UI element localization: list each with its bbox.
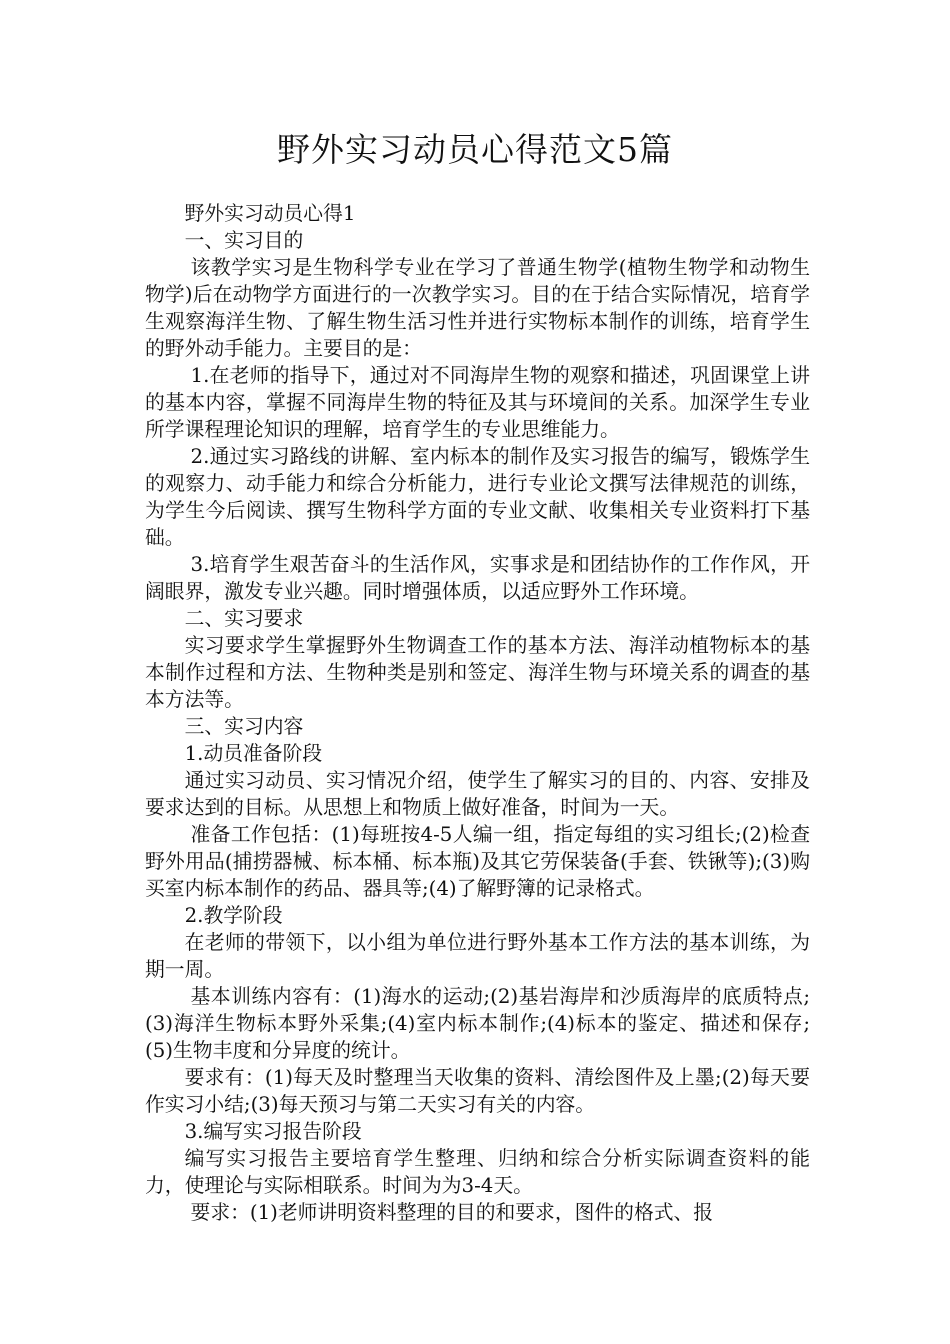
paragraph: 要求有：(1)每天及时整理当天收集的资料、清绘图件及上墨;(2)每天要作实习小结;(3)每天预习与第二天实习有关的内容。: [145, 1066, 810, 1116]
paragraph: 通过实习动员、实习情况介绍，使学生了解实习的目的、内容、安排及要求达到的目标。从思想上和物质上做好准备，时间为一天。: [145, 769, 810, 819]
paragraph: 该教学实习是生物科学专业在学习了普通生物学(植物生物学和动物生物学)后在动物学方面进行的一次教学实习。目的在于结合实际情况，培育学生观察海洋生物、了解生物生活习性并进行实物标本制作的训练，培育学生的野外动手能力。主要目的是：: [145, 256, 810, 360]
paragraph: 2.教学阶段: [184, 904, 283, 927]
paragraph: 要求：(1)老师讲明资料整理的目的和要求，图件的格式、报: [190, 1201, 714, 1224]
paragraph: 在老师的带领下，以小组为单位进行野外基本工作方法的基本训练，为期一周。: [145, 931, 810, 981]
paragraph: 实习要求学生掌握野外生物调查工作的基本方法、海洋动植物标本的基本制作过程和方法、生物种类是别和签定、海洋生物与环境关系的调查的基本方法等。: [145, 634, 810, 711]
paragraph: 基本训练内容有：(1)海水的运动;(2)基岩海岸和沙质海岸的底质特点;(3)海洋生物标本野外采集;(4)室内标本制作;(4)标本的鉴定、描述和保存;(5)生物丰度和分异度的统计。: [145, 985, 810, 1062]
document-title: 野外实习动员心得范文5篇: [277, 130, 673, 169]
paragraph: 1.在老师的指导下，通过对不同海岸生物的观察和描述，巩固课堂上讲的基本内容，掌握不同海岸生物的特征及其与环境间的关系。加深学生专业所学课程理论知识的理解，培育学生的专业思维能力。: [145, 364, 810, 441]
paragraph: 3.编写实习报告阶段: [184, 1120, 362, 1143]
paragraph: 野外实习动员心得1: [184, 202, 356, 225]
paragraph: 编写实习报告主要培育学生整理、归纳和综合分析实际调查资料的能力，使理论与实际相联系。时间为为3-4天。: [145, 1147, 810, 1197]
paragraph: 一、实习目的: [184, 229, 304, 252]
paragraph: 三、实习内容: [184, 715, 304, 738]
paragraph: 2.通过实习路线的讲解、室内标本的制作及实习报告的编写，锻炼学生的观察力、动手能力和综合分析能力，进行专业论文撰写法律规范的训练，为学生今后阅读、撰写生物科学方面的专业文献、收集相关专业资料打下基础。: [145, 445, 810, 549]
paragraph: 二、实习要求: [184, 607, 304, 630]
paragraph: 3.培育学生艰苦奋斗的生活作风，实事求是和团结协作的工作作风，开阔眼界，激发专业兴趣。同时增强体质，以适应野外工作环境。: [145, 553, 810, 603]
paragraph: 1.动员准备阶段: [184, 742, 323, 765]
paragraph: 准备工作包括：(1)每班按4-5人编一组，指定每组的实习组长;(2)检查野外用品(捕捞器械、标本桶、标本瓶)及其它劳保装备(手套、铁锹等);(3)购买室内标本制作的药品、器具等;(4)了解野簿的记录格式。: [145, 823, 810, 900]
document-body: [145, 200, 810, 1226]
